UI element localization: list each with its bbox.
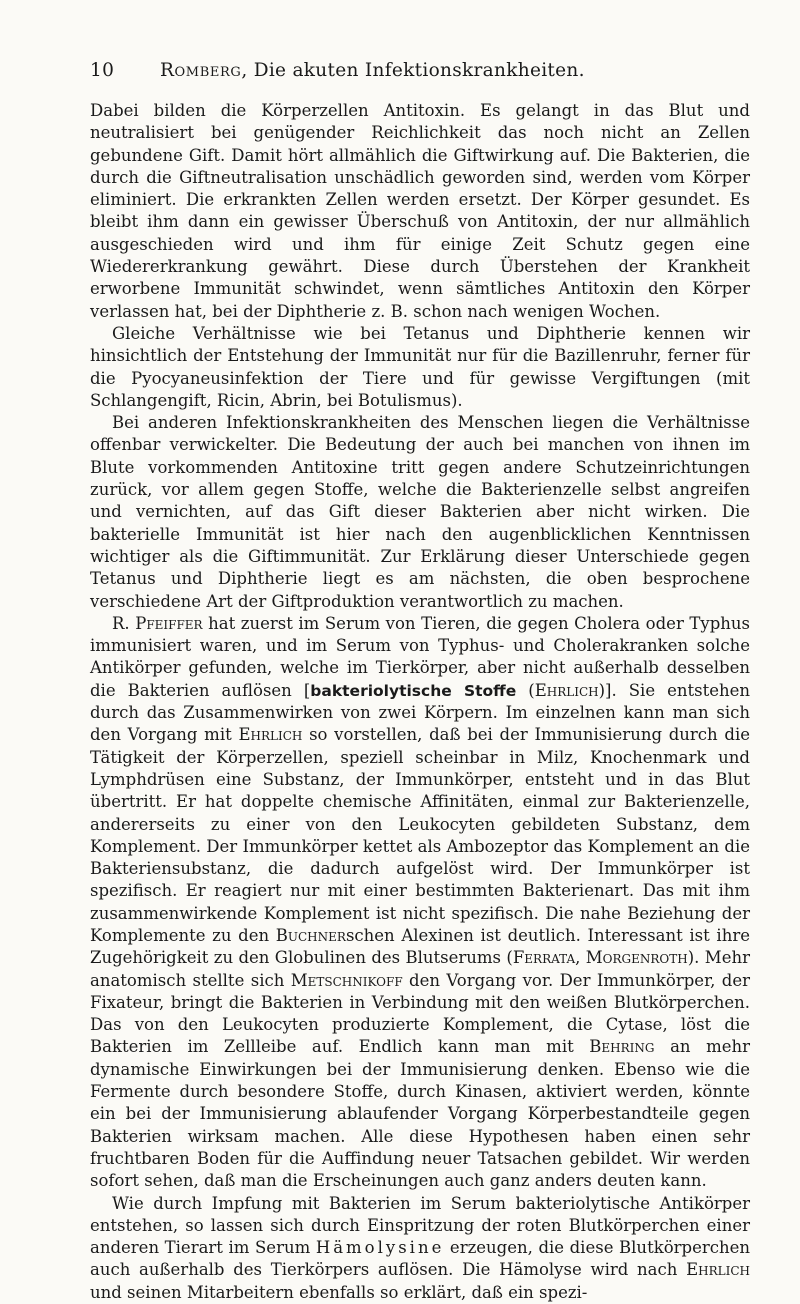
paragraph-4-text-e: schen Alexinen ist deutlich. Interessant ist ihre Zugehörigkeit zu den Globulinen des Blutserums ( bbox=[90, 925, 750, 968]
paragraph-4-text-f: , bbox=[575, 948, 586, 968]
author-name-ehrlich: Ehrlich bbox=[534, 680, 599, 700]
paragraph-4-text-g: ). Mehr anatomisch stellte sich bbox=[90, 948, 750, 990]
paragraph-3: Bei anderen Infektionskrankheiten des Menschen liegen die Verhältnisse offenbar verwickelter. Die Bedeutung der auch bei manchen von ihnen im Blute vorkommenden Antitoxine tritt gegen andere Schutzeinrichtungen zurück, vor allem gegen Stoffe, welche die Bakterienzelle selbst angreifen und vernichten, auf das Gift dieser Bakterien aber nicht wirken. Die bakterielle Immunität ist hier nach den augenblicklichen Kenntnissen wichtiger als die Giftimmunität. Zur Erklärung dieser Unterschiede gegen Tetanus und Diphtherie liegt es am nächsten, die oben besprochene verschiedene Art der Giftproduktion verantwortlich zu machen. bbox=[90, 413, 750, 611]
running-title bbox=[160, 60, 585, 81]
bold-term-bakteriolytische: bakteriolytische Stoffe bbox=[310, 681, 517, 700]
author-name-metschnikoff: Metschnikoff bbox=[290, 970, 403, 990]
running-title-rest: , Die akuten Infektionskrankheiten. bbox=[241, 60, 585, 81]
paragraph-5-text-b: erzeugen, die diese Blutkörperchen auch außerhalb des Tierkörpers auflösen. Die Hämolyse wird nach bbox=[90, 1238, 750, 1280]
page-number: 10 bbox=[90, 60, 115, 81]
author-name-ehrlich: Ehrlich bbox=[686, 1260, 750, 1280]
paragraph-4-text-d: so vorstellen, daß bei der Immunisierung durch die Tätigkeit der Körperzellen, speziell scheinbar in Milz, Knochenmark und Lymphdrüsen eine Substanz, der Immunkörper, entsteht und in das Blut übertritt. Er hat doppelte chemische Affinitäten, einmal zur Bakterienzelle, andererseits zu einer von den Leukocyten gebildeten Substanz, dem Komplement. Der Immunkörper kettet als Ambozeptor das Komplement an die Bakteriensubstanz, die dadurch aufgelöst wird. Der Immunkörper ist spezifisch. Er reagiert nur mit einer bestimmten Bakterienart. Das mit ihm zusammenwirkende Komplement ist nicht spezifisch. Die nahe Beziehung der Komplemente zu den bbox=[90, 725, 750, 945]
spaced-term-haemolysine: Hämolysine bbox=[315, 1238, 445, 1258]
paragraph-4-text-c: )]. Sie entstehen durch das Zusammenwirken von zwei Körpern. Im einzelnen kann man sich den Vorgang mit bbox=[90, 680, 751, 745]
paragraph-5-text-a: Wie durch Impfung mit Bakterien im Serum bakteriolytische Antikörper entstehen, so lassen sich durch Einspritzung der roten Blutkörperchen einer anderen Tierart im Serum bbox=[90, 1193, 750, 1258]
author-name-morgenroth: Morgenroth bbox=[585, 948, 688, 968]
paragraph-4-text-a: hat zuerst im Serum von Tieren, die gegen Cholera oder Typhus immunisiert waren, und im Serum von Typhus- und Cholerakranken solche Antikörper gefunden, welche im Tierkörper, aber nicht außerhalb desselben die Bakterien auflösen [ bbox=[90, 613, 750, 700]
author-name-ehrlich: Ehrlich bbox=[238, 725, 303, 745]
running-head bbox=[90, 60, 750, 90]
paragraph-1: Dabei bilden die Körperzellen Antitoxin. Es gelangt in das Blut und neutralisiert bei genügender Reichlichkeit das noch nicht an Zellen gebundene Gift. Damit hört allmählich die Giftwirkung auf. Die Bakterien, die durch die Giftneutralisation unschädlich geworden sind, werden vom Körper eliminiert. Die erkrankten Zellen werden ersetzt. Der Körper gesundet. Es bleibt ihm dann ein gewisser Überschuß von Antitoxin, der nur allmählich ausgeschieden wird und ihm für einige Zeit Schutz gegen eine Wiedererkrankung gewährt. Diese durch Überstehen der Krankheit erworbene Immunität schwindet, wenn sämtliches Antitoxin den Körper verlassen hat, bei der Diphtherie z. B. schon nach wenigen Wochen. bbox=[90, 101, 750, 321]
author-name-behring: Behring bbox=[589, 1037, 655, 1057]
paragraph-4 bbox=[90, 613, 750, 1193]
running-title-author: Romberg bbox=[160, 60, 242, 81]
paragraph-4-text-i: an mehr dynamische Einwirkungen bei der Immunisierung denken. Ebenso wie die Fermente durch besondere Stoffe, durch Kinasen, aktiviert werden, könnte ein bei der Immunisierung ablaufender Vorgang Körperbestandteile gegen Bakterien wirksam machen. Alle diese Hypothesen haben einen sehr fruchtbaren Boden für die Auffindung neuer Tatsachen gebildet. Wir werden sofort sehen, daß man die Erscheinungen auch ganz anders deuten kann. bbox=[90, 1037, 751, 1191]
paragraph-5 bbox=[90, 1193, 750, 1304]
paragraph-5-text-c: und seinen Mitarbeitern ebenfalls so erklärt, daß ein spezi- bbox=[90, 1282, 588, 1302]
body-text bbox=[90, 100, 750, 1304]
paragraph-4-text-h: den Vorgang vor. Der Immunkörper, der Fixateur, bringt die Bakterien in Verbindung mit den weißen Blutkörperchen. Das von den Leukocyten produzierte Komplement, die Cytase, löst die Bakterien im Zellleibe auf. Endlich kann man mit bbox=[90, 970, 750, 1057]
author-name-buchner: Buchner bbox=[275, 925, 346, 945]
paragraph-4-text-b: ( bbox=[516, 680, 535, 700]
paragraph-2: Gleiche Verhältnisse wie bei Tetanus und Diphtherie kennen wir hinsichtlich der Entstehung der Immunität nur für die Bazillenruhr, ferner für die Pyocyaneusinfektion der Tiere und für gewisse Vergiftungen (mit Schlangengift, Ricin, Abrin, bei Botulismus). bbox=[90, 323, 750, 410]
author-name-pfeiffer: R. Pfeiffer bbox=[112, 613, 203, 633]
author-name-ferrata: Ferrata bbox=[512, 948, 576, 968]
